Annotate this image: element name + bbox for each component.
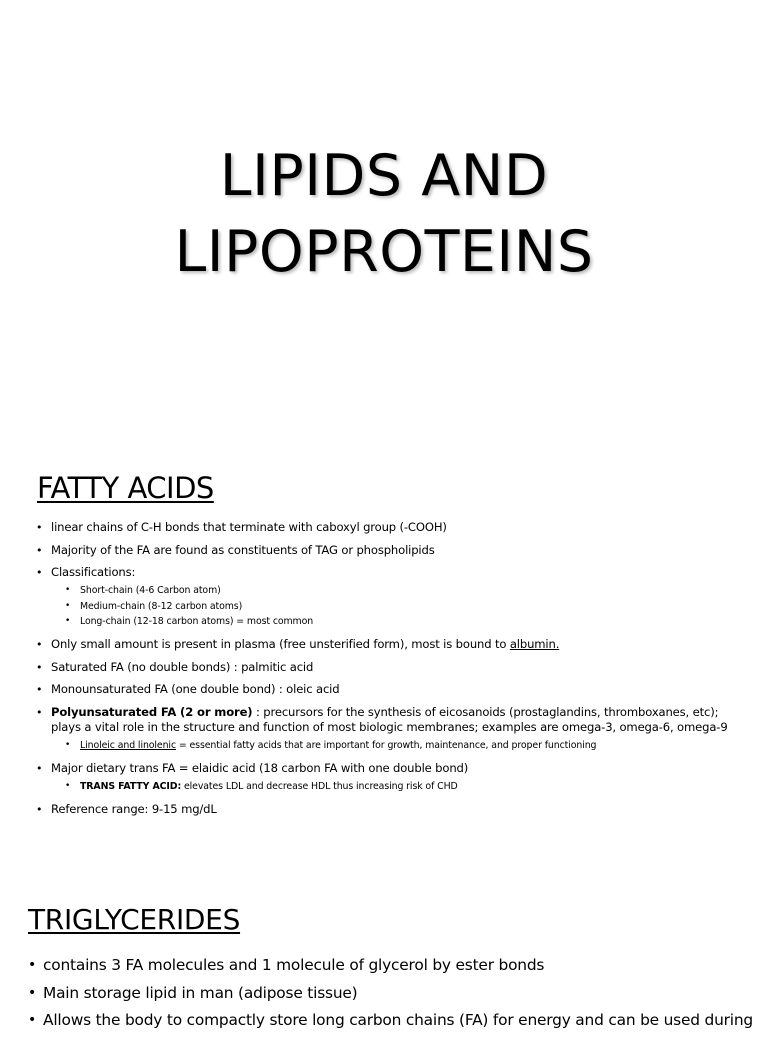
bullet-icon: • bbox=[36, 761, 43, 775]
list-item bbox=[36, 802, 736, 817]
list-item-text: Saturated FA (no double bonds) : palmitic acid bbox=[51, 659, 314, 674]
main-title bbox=[0, 138, 768, 290]
polyunsaturated-term: Polyunsaturated FA (2 or more) bbox=[51, 704, 253, 719]
list-item bbox=[36, 682, 736, 697]
list-item-text: Main storage lipid in man (adipose tissue) bbox=[43, 983, 358, 1002]
linoleic-term: Linoleic and linolenic bbox=[80, 739, 176, 751]
polyunsaturated-sublist bbox=[51, 738, 736, 754]
bullet-icon: • bbox=[28, 984, 37, 1001]
sub-bullet-icon: • bbox=[65, 739, 71, 750]
bullet-icon: • bbox=[36, 660, 43, 674]
triglycerides-heading: TRIGLYCERIDES bbox=[28, 903, 241, 936]
list-item-text: Monounsaturated FA (one double bond) : oleic acid bbox=[51, 682, 340, 696]
list-item bbox=[28, 983, 748, 1003]
list-item-text: Major dietary trans FA = elaidic acid (18 carbon FA with one double bond) bbox=[51, 760, 469, 775]
list-item bbox=[36, 637, 736, 652]
sub-list-item-text: Medium-chain (8-12 carbon atoms) bbox=[80, 600, 243, 612]
bullet-icon: • bbox=[36, 683, 43, 696]
list-item bbox=[36, 660, 736, 675]
sub-list-item bbox=[51, 738, 736, 754]
list-item bbox=[36, 543, 736, 558]
list-item bbox=[28, 1010, 753, 1030]
fatty-acids-list bbox=[36, 520, 736, 824]
bullet-icon: • bbox=[36, 521, 43, 534]
bullet-icon: • bbox=[36, 638, 43, 651]
list-item bbox=[36, 520, 736, 535]
sub-list-item bbox=[51, 599, 736, 615]
list-item bbox=[36, 565, 736, 630]
sub-bullet-icon: • bbox=[65, 585, 71, 595]
sub-bullet-icon: • bbox=[65, 780, 71, 791]
bullet-icon: • bbox=[36, 802, 43, 816]
sub-bullet-icon: • bbox=[65, 616, 71, 626]
triglycerides-list bbox=[28, 955, 753, 1038]
trans-fatty-acid-term: TRANS FATTY ACID: bbox=[80, 780, 182, 792]
sub-list-item bbox=[51, 614, 736, 630]
list-item-text: Classifications: bbox=[51, 565, 136, 579]
triglycerides-slide bbox=[0, 890, 768, 1029]
list-item bbox=[36, 705, 736, 754]
sub-list-item-text: Short-chain (4-6 Carbon atom) bbox=[80, 585, 221, 596]
bullet-icon: • bbox=[28, 957, 37, 973]
sub-list-item-text: = essential fatty acids that are important for growth, maintenance, and proper functioning bbox=[176, 739, 597, 751]
bullet-icon: • bbox=[36, 566, 43, 579]
list-item-text: Allows the body to compactly store long carbon chains (FA) for energy and can be used during bbox=[43, 1011, 753, 1029]
list-item-text: : precursors for the synthesis of eicosanoids (prostaglandins, thromboxanes, etc); plays a vital role in the structure and function of most biologic membranes; examples are omega-3, omega-6, omega-9 bbox=[51, 704, 728, 734]
sub-list-item-text: elevates LDL and decrease HDL thus increasing risk of CHD bbox=[181, 780, 458, 792]
sub-list-item bbox=[51, 779, 736, 795]
list-item-text: linear chains of C-H bonds that terminate with caboxyl group (-COOH) bbox=[51, 520, 447, 534]
albumin-term: albumin. bbox=[509, 637, 560, 651]
bullet-icon: • bbox=[28, 1012, 37, 1028]
list-item bbox=[36, 761, 736, 795]
main-title-line-1: LIPIDS AND bbox=[219, 143, 549, 209]
sub-list-item bbox=[51, 583, 736, 599]
fatty-acids-heading: FATTY ACIDS bbox=[37, 471, 214, 505]
trans-fat-sublist bbox=[51, 779, 736, 795]
bullet-icon: • bbox=[36, 543, 43, 557]
main-title-line-2: LIPOPROTEINS bbox=[174, 219, 594, 285]
bullet-icon: • bbox=[36, 705, 43, 719]
list-item bbox=[28, 955, 748, 975]
sub-list-item-text: Long-chain (12-18 carbon atoms) = most common bbox=[80, 616, 314, 627]
list-item-text: Majority of the FA are found as constituents of TAG or phospholipids bbox=[51, 542, 435, 557]
fatty-acids-slide bbox=[0, 430, 768, 890]
title-slide bbox=[0, 0, 768, 430]
list-item-text: contains 3 FA molecules and 1 molecule of glycerol by ester bonds bbox=[43, 956, 545, 974]
list-item-text: Reference range: 9-15 mg/dL bbox=[51, 801, 217, 816]
sub-bullet-icon: • bbox=[65, 600, 71, 611]
classifications-sublist bbox=[51, 583, 736, 630]
list-item-text: Only small amount is present in plasma (free unsterified form), most is bound to bbox=[51, 637, 510, 651]
